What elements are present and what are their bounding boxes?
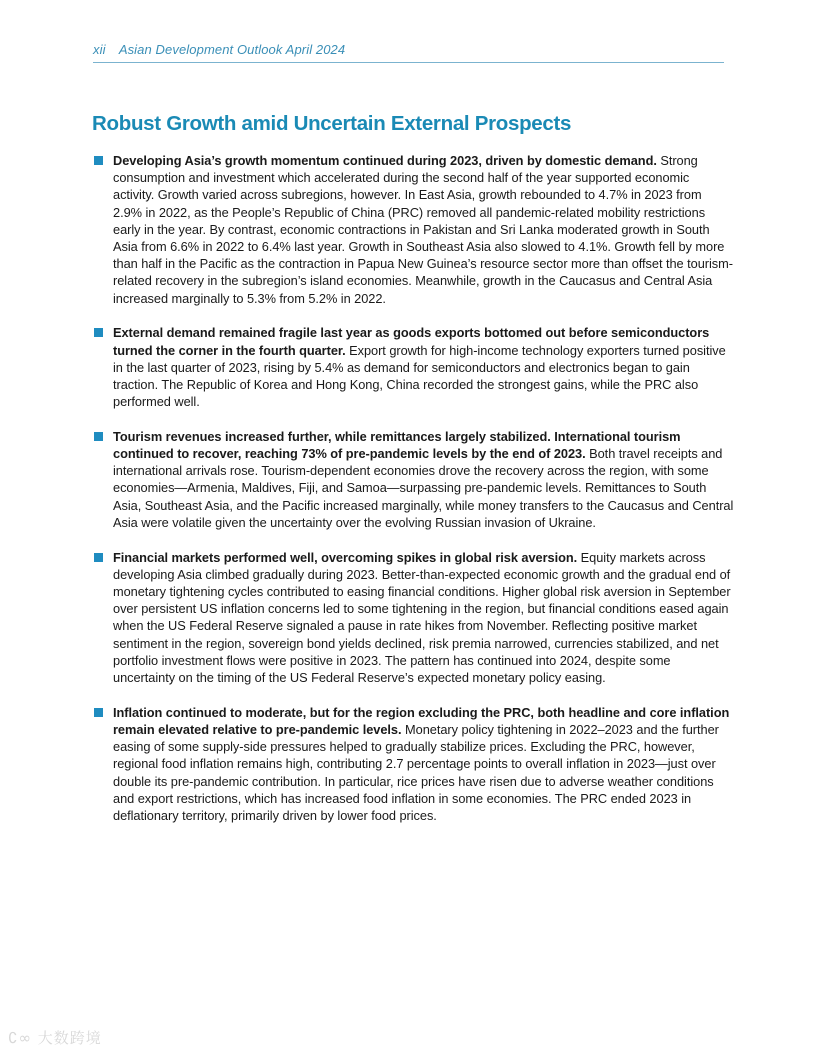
bullet-lead: External demand remained fragile last year as goods exports bottomed out before semiconductors turned the corner in the fourth quarter. [113,325,710,358]
bullet-body: Equity markets across developing Asia climbed gradually during 2023. Better-than-expected economic growth and the gradual end of monetary tightening cycles contributed to easing financial conditions. Higher global risk aversion in September over persistent US inflation concerns led to some tightening in the region, but financial conditions eased again when the US Federal Reserve signaled a pause in rate hikes from November. Reflecting positive market sentiment in the region, sovereign bond yields declined, risk premia narrowed, currencies stabilized, and net portfolio investment flows were positive in 2023. The pattern has continued into 2024, despite some uncertainty on the timing of the US Federal Reserve’s expected monetary policy easing. [113,549,731,685]
watermark-logo: ∁∞ 大数跨境 [8,1029,102,1047]
running-header [93,42,723,57]
bullet-lead: Tourism revenues increased further, while remittances largely stabilized. International tourism continued to recover, reaching 73% of pre-pandemic levels by the end of 2023. [113,428,681,462]
bullet-item-tourism [94,428,734,531]
publication-title: Asian Development Outlook April 2024 [118,42,346,57]
bullet-list [94,152,734,842]
square-bullet-icon [94,708,103,717]
bullet-body: Monetary policy tightening in 2022–2023 and the further easing of some supply-side pressures helped to gradually stabilize prices. Excluding the PRC, however, regional food inflation remains high, contributing 2.7 percentage points to overall inflation in 2023—just over double its pre-pandemic contribution. In particular, rice prices have risen due to adverse weather conditions and export restrictions, which has increased food inflation in some economies. The PRC ended 2023 in deflationary territory, primarily driven by lower food prices. [113,721,719,823]
bullet-body: Export growth for high-income technology exporters turned positive in the last quarter of 2023, rising by 5.4% as demand for semiconductors and electronics began to gain traction. The Republic of Korea and Hong Kong, China recorded the strongest gains, while the PRC also performed well. [113,342,726,410]
bullet-item-inflation [94,704,734,824]
section-title: Robust Growth amid Uncertain External Prospects [92,112,572,135]
header-divider [93,62,724,63]
bullet-lead: Developing Asia’s growth momentum continued during 2023, driven by domestic demand. [113,153,657,168]
square-bullet-icon [94,432,103,441]
bullet-item-external-demand [94,324,734,410]
bullet-lead: Inflation continued to moderate, but for the region excluding the PRC, both headline and core inflation remain elevated relative to pre-pandemic levels. [113,704,730,737]
bullet-body: Strong consumption and investment which accelerated during the second half of the year supported economic activity. Growth varied across subregions, however. In East Asia, growth rebounded to 4.7% in 2023 from 2.9% in 2022, as the People’s Republic of China (PRC) removed all pandemic-related mobility restrictions early in the year. By contrast, economic contractions in Pakistan and Sri Lanka moderated growth in South Asia from 6.6% in 2022 to 6.4% last year. Growth in Southeast Asia also slowed to 4.1%. Growth fell by more than half in the Pacific as the contraction in Papua New Guinea’s resource sector more than offset the tourism-related recovery in the subregion’s island economies. Meanwhile, growth in the Caucasus and Central Asia increased marginally to 5.3% from 5.2% in 2022. [113,153,733,306]
bullet-item-financial-markets [94,549,734,687]
bullet-lead: Financial markets performed well, overcoming spikes in global risk aversion. [113,549,578,565]
square-bullet-icon [94,156,103,165]
square-bullet-icon [94,553,103,562]
bullet-body: Both travel receipts and international arrivals rose. Tourism-dependent economies drove the recovery across the region, with some economies—Armenia, Maldives, Fiji, and Samoa—surpassing pre-pandemic levels. Remittances to South Asia, Southeast Asia, and the Pacific increased marginally, while money transfers to the Caucasus and Central Asia were volatile given the uncertainty over the evolving Russian invasion of Ukraine. [113,446,734,530]
square-bullet-icon [94,328,103,337]
bullet-item-growth [94,152,734,307]
page-number: xii [93,42,106,57]
